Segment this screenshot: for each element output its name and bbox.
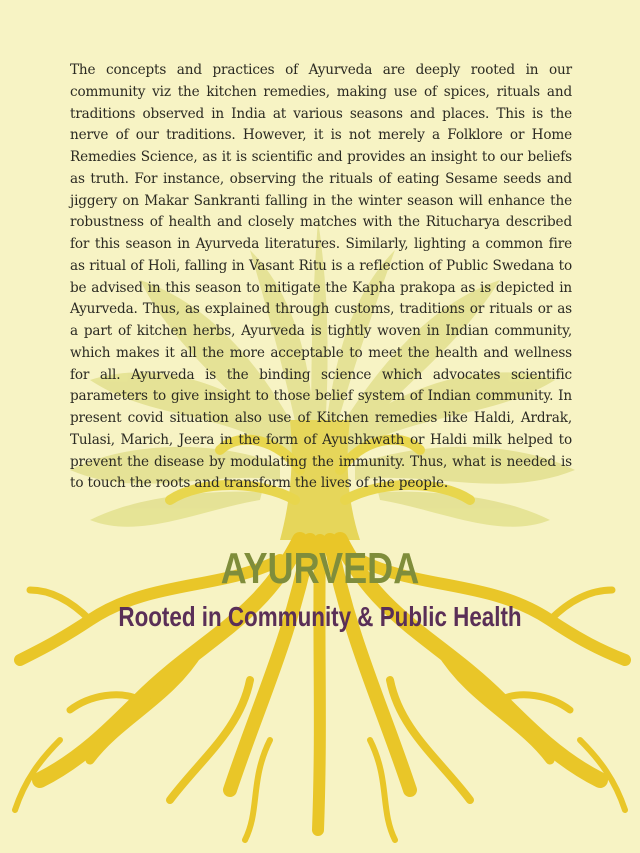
cover-subtitle: Rooted in Community & Public Health — [118, 601, 522, 632]
cover-title: AYURVEDA — [220, 544, 420, 593]
article-body: The concepts and practices of Ayurveda are deeply rooted in our community viz the kitchen remedies, making use of spices, rituals and traditions observed in India at various seasons and places. This is the nerve of our traditions. However, it is not merely a Folklore or Home Remedies Science, as it is scientific and provides an insight to our beliefs as truth. For instance, observing the rituals of eating Sesame seeds and jiggery on Makar Sankranti falling in the winter season will enhance the robustness of health and closely matches with the Ritucharya described for this season in Ayurveda literatures. Similarly, lighting a common fire as ritual of Holi, falling in Vasant Ritu is a reflection of Public Swedana to be advised in this season to mitigate the Kapha prakopa as is depicted in Ayurveda. Thus, as explained through customs, traditions or rituals or as a part of kitchen herbs, Ayurveda is tightly woven in Indian community, which makes it all the more acceptable to meet the health and wellness for all. Ayurveda is the binding science which advocates scientific parameters to give insight to those belief system of Indian community. In present covid situation also use of Kitchen remedies like Haldi, Ardrak, Tulasi, Marich, Jeera in the form of Ayushkwath or Haldi milk helped to prevent the disease by modulating the immunity. Thus, what is needed is to touch the roots and transform the lives of the people. — [70, 62, 572, 492]
